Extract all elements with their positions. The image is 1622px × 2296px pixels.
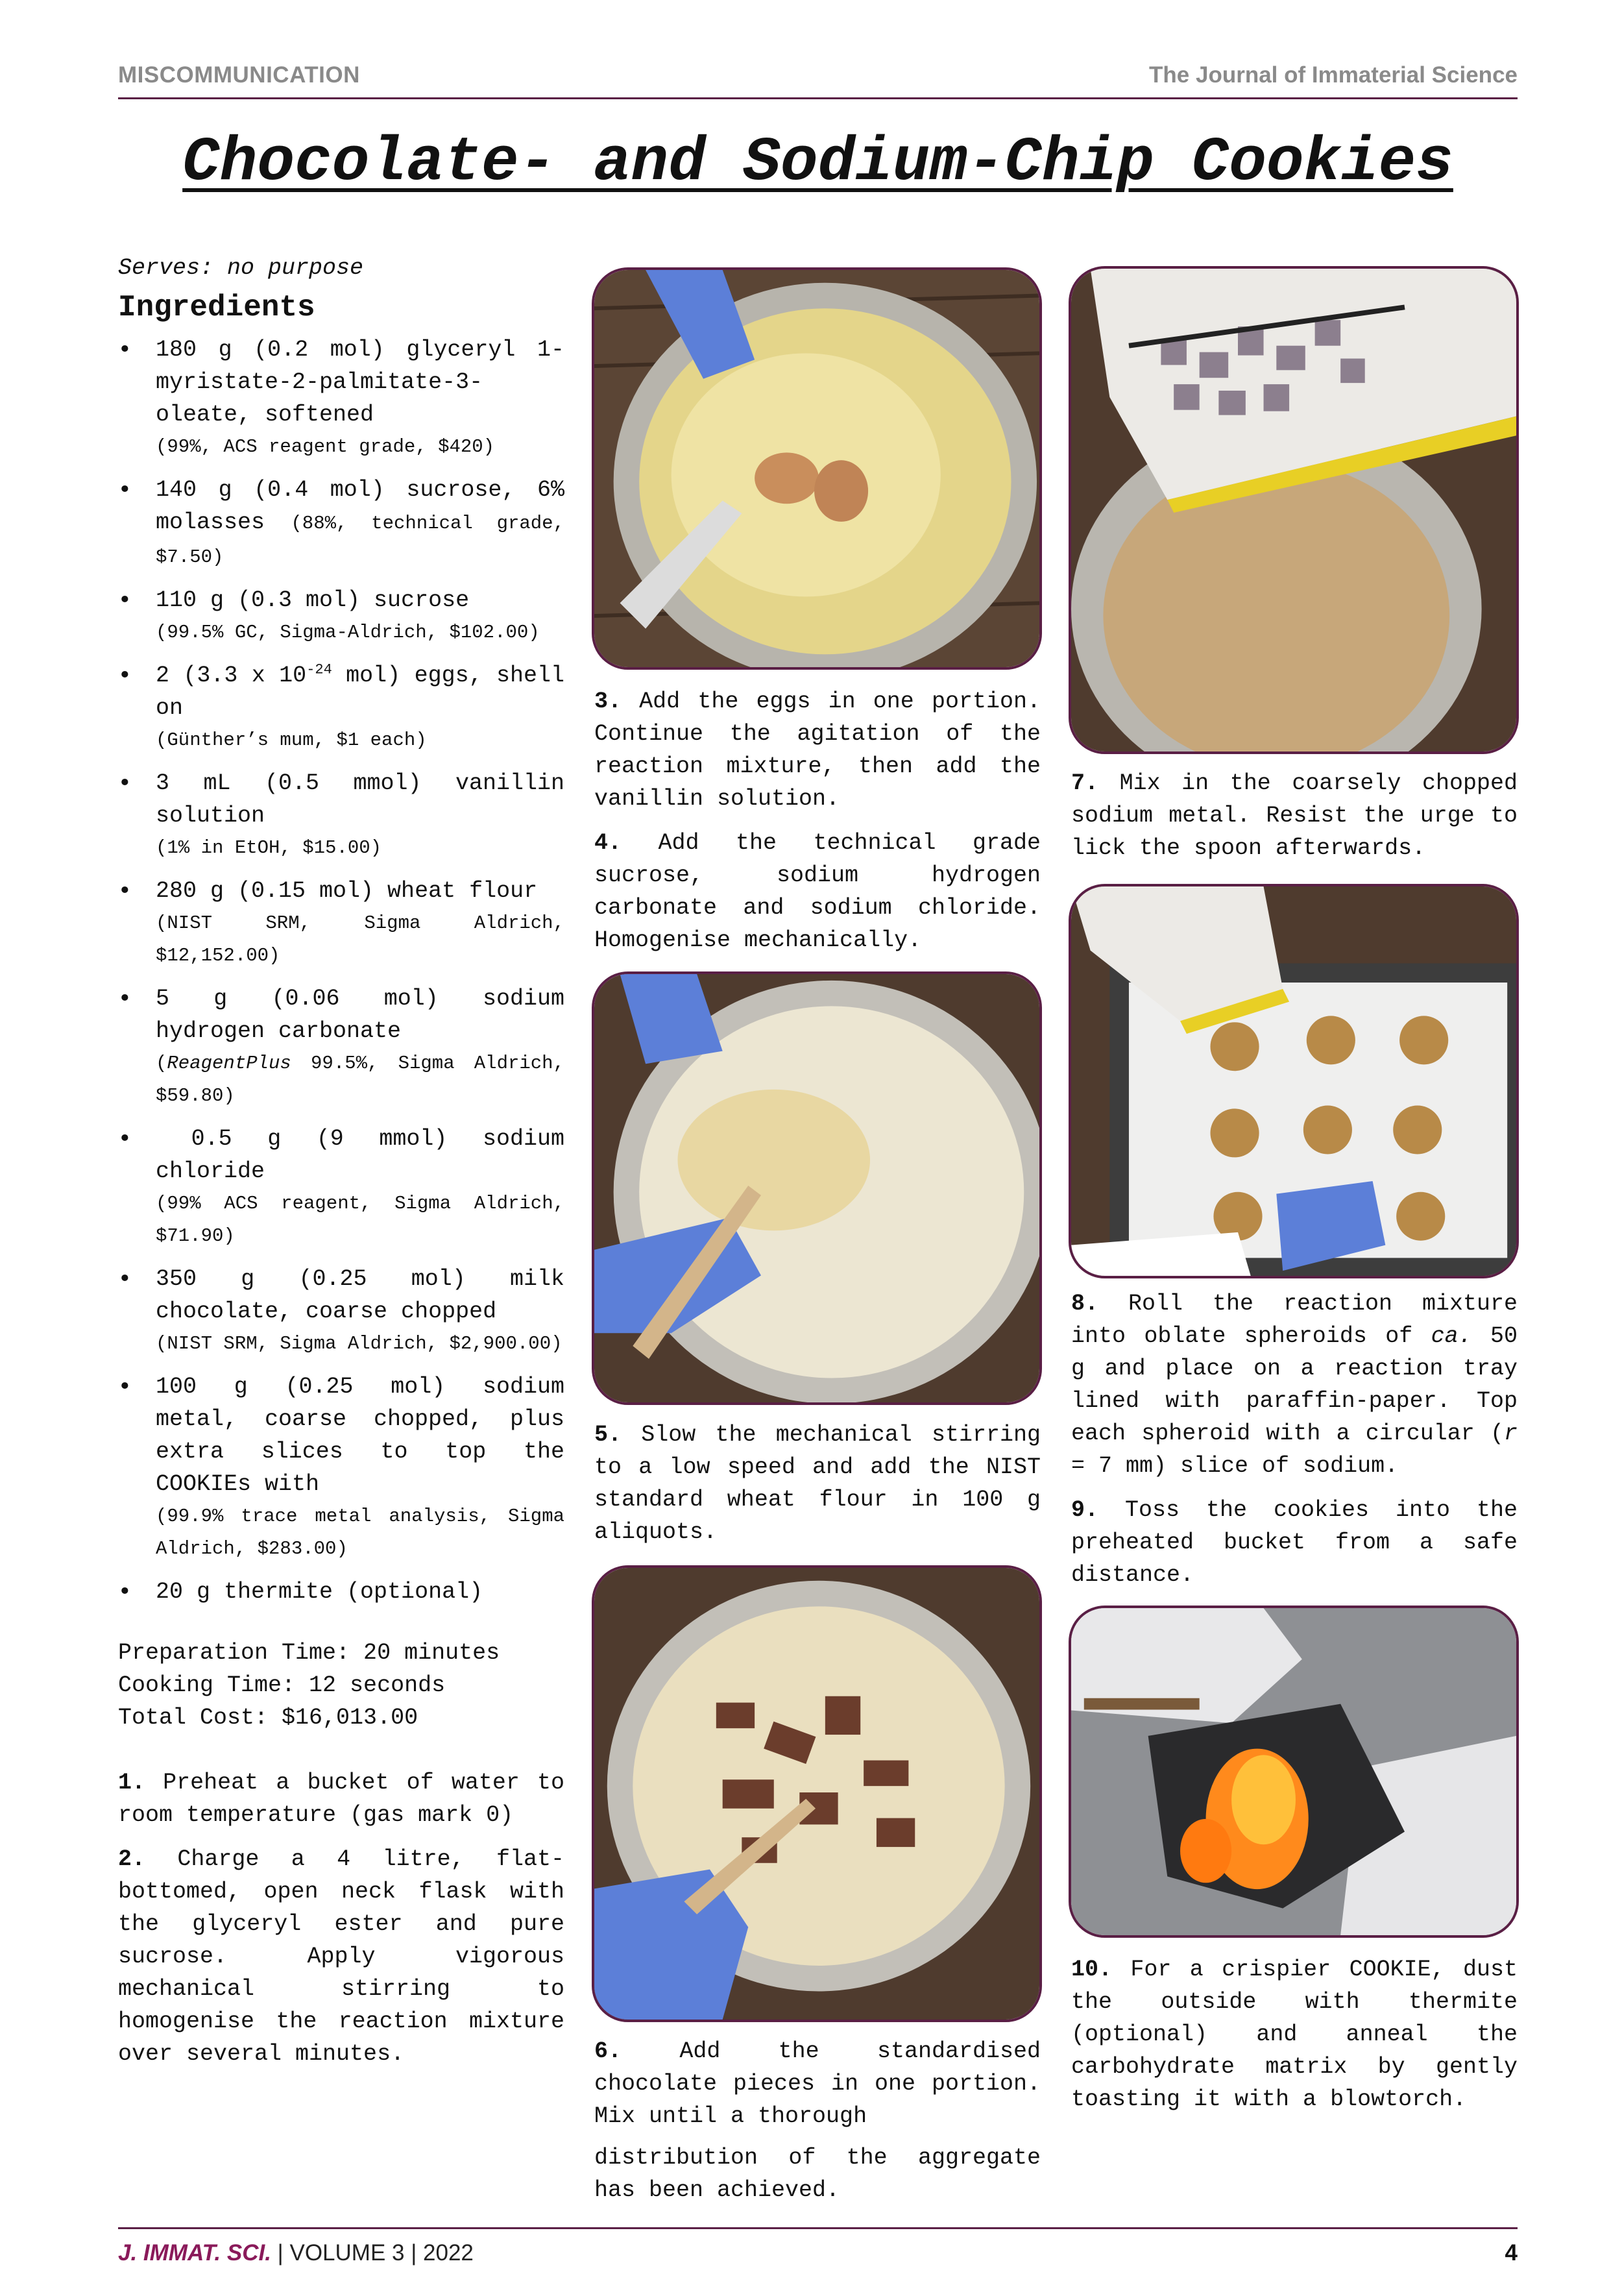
- step-4: 4. Add the technical grade sucrose, sodium hydrogen carbonate and sodium chloride. Homogenise mechanically.: [594, 830, 1041, 953]
- right-text-1: [1071, 767, 1518, 876]
- serves-line: Serves: no purpose: [118, 255, 364, 281]
- step-7: 7. Mix in the coarsely chopped sodium metal. Resist the urge to lick the spoon afterwards.: [1071, 770, 1518, 861]
- article-title-text: Chocolate- and Sodium-Chip Cookies: [182, 127, 1453, 198]
- photo-step-5-flour: [592, 971, 1042, 1405]
- ingredient-item: • 2 (3.3 x $10^{-24}$ mol) eggs, shell on (Günther’s mum, $1 each): [118, 659, 564, 757]
- ingredient-item: • 350 g (0.25 mol) milk chocolate, coarse chopped (NIST SRM, Sigma Aldrich, $2,900.00): [118, 1263, 564, 1360]
- volume-info: | VOLUME 3 | 2022: [271, 2240, 474, 2265]
- journal-name: The Journal of Immaterial Science: [1149, 62, 1518, 88]
- cook-time: Cooking Time: 12 seconds: [118, 1672, 446, 1698]
- step-1: 1. Preheat a bucket of water to room temperature (gas mark 0): [118, 1770, 564, 1828]
- ingredient-item: • 5 g (0.06 mol) sodium hydrogen carbonate (ReagentPlus 99.5%, Sigma Aldrich, $59.80): [118, 983, 564, 1112]
- step-2: 2. Charge a 4 litre, flat-bottomed, open neck flask with the glyceryl ester and pure sucrose. Apply vigorous mechanical stirring to homogenise the reaction mixture over several minutes.: [118, 1846, 564, 2067]
- ingredient-item: • 140 g (0.4 mol) sucrose, 6% molasses (88%, technical grade, $7.50): [118, 474, 564, 574]
- ingredient-item: • 0.5 g (9 mmol) sodium chloride (99% ACS reagent, Sigma Aldrich, $71.90): [118, 1123, 564, 1252]
- photo-step-6-chocolate: [592, 1565, 1042, 2022]
- photo-step-7-sodium: [1069, 266, 1519, 754]
- ingredient-item: • 280 g (0.15 mol) wheat flour (NIST SRM, Sigma Aldrich, $12,152.00): [118, 875, 564, 972]
- page-number: 4: [1505, 2240, 1518, 2265]
- recipe-meta: [118, 1637, 564, 1734]
- ingredients-list: [118, 334, 579, 1608]
- article-title: [118, 127, 1518, 198]
- step-10: 10. For a crispier COOKIE, dust the outside with thermite (optional) and anneal the carbohydrate matrix by gently toasting it with a blowtorch.: [1071, 1957, 1518, 2112]
- header-rule: [118, 97, 1518, 99]
- photo-step-3-eggs: [592, 267, 1042, 670]
- ingredient-item: • 110 g (0.3 mol) sucrose (99.5% GC, Sigma-Aldrich, $102.00): [118, 584, 564, 649]
- photo-step-10-blowtorch: [1069, 1606, 1519, 1938]
- prep-time: Preparation Time: 20 minutes: [118, 1640, 500, 1666]
- middle-text-3: [594, 2035, 1041, 2218]
- step-6-continued: distribution of the aggregate has been achieved.: [594, 2145, 1041, 2203]
- footer-citation: [118, 2240, 474, 2266]
- ingredients-heading: Ingredients: [118, 291, 315, 324]
- ingredient-item: • 3 mL (0.5 mmol) vanillin solution (1% in EtOH, $15.00): [118, 767, 564, 864]
- middle-text-1: [594, 685, 1041, 968]
- step-9: 9. Toss the cookies into the preheated bucket from a safe distance.: [1071, 1497, 1518, 1588]
- section-label: MISCOMMUNICATION: [118, 62, 360, 88]
- total-cost: Total Cost: $16,013.00: [118, 1705, 418, 1731]
- photo-step-8-tray: [1069, 884, 1519, 1278]
- middle-text-2: [594, 1419, 1041, 1560]
- step-6: 6. Add the standardised chocolate pieces in one portion. Mix until a thorough: [594, 2038, 1041, 2129]
- step-8: 8. Roll the reaction mixture into oblate spheroids of ca. 50 g and place on a reaction tray lined with paraffin-paper. Top each spheroid with a circular (r = 7 mm) slice of sodium.: [1071, 1291, 1518, 1479]
- right-text-2: [1071, 1288, 1518, 1603]
- step-3: 3. Add the eggs in one portion. Continue the agitation of the reaction mixture, then add the vanillin solution.: [594, 689, 1041, 812]
- ingredient-item: • 100 g (0.25 mol) sodium metal, coarse chopped, plus extra slices to top the COOKIEs with (99.9% trace metal analysis, Sigma Aldrich, $283.00): [118, 1371, 564, 1565]
- ingredient-item: • 20 g thermite (optional): [118, 1576, 564, 1608]
- journal-abbrev: J. IMMAT. SCI.: [118, 2240, 271, 2265]
- footer-rule: [118, 2227, 1518, 2229]
- right-text-3: [1071, 1953, 1518, 2127]
- step-5: 5. Slow the mechanical stirring to a low speed and add the NIST standard wheat flour in 100 g aliquots.: [594, 1422, 1041, 1545]
- ingredient-item: • 180 g (0.2 mol) glyceryl 1-myristate-2-palmitate-3-oleate, softened (99%, ACS reagent grade, $420): [118, 334, 564, 463]
- left-column: [118, 252, 579, 2082]
